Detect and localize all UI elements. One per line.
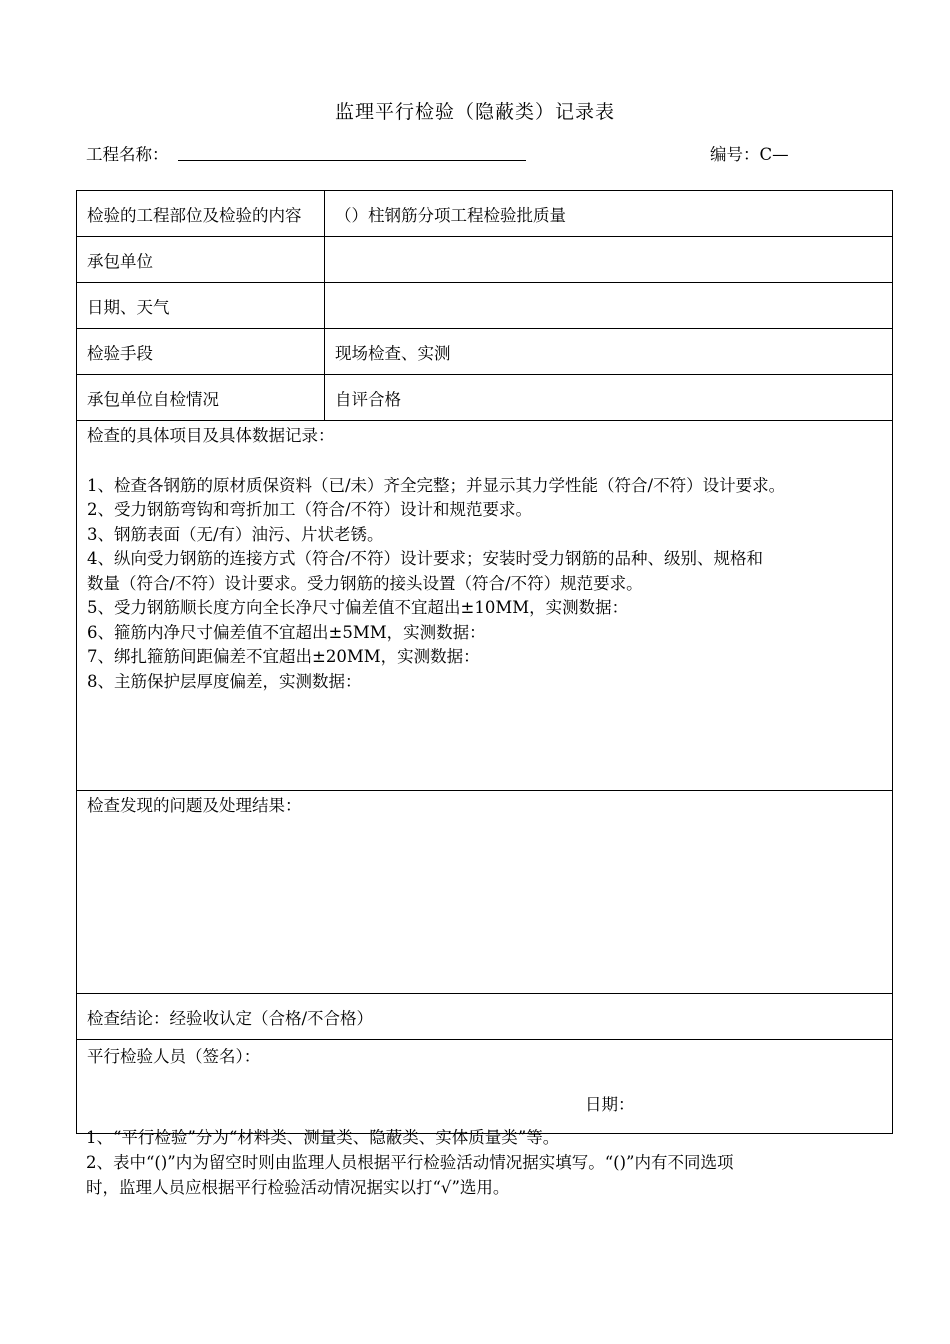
table-row <box>77 283 893 329</box>
footnote-item: 1、“平行检验”分为“材料类、测量类、隐蔽类、实体质量类”等。 <box>86 1128 560 1147</box>
form-number-label: 编号：C— <box>710 145 789 164</box>
table-row <box>77 1040 893 1134</box>
contractor-label: 承包单位 <box>77 237 325 283</box>
footnote-item: 时，监理人员应根据平行检验活动情况据实以打“√”选用。 <box>86 1178 510 1197</box>
self-check-label: 承包单位自检情况 <box>77 375 325 421</box>
table-row <box>77 791 893 994</box>
form-title: 监理平行检验（隐蔽类）记录表 <box>334 101 615 123</box>
date-weather-label: 日期、天气 <box>77 283 325 329</box>
detail-item: 6、箍筋内净尺寸偏差值不宜超出±5MM，实测数据： <box>87 622 486 642</box>
table-row <box>77 329 893 375</box>
detail-item: 4、纵向受力钢筋的连接方式（符合/不符）设计要求；安装时受力钢筋的品种、级别、规格和 <box>87 549 764 568</box>
details-heading: 检查的具体项目及具体数据记录： <box>87 426 335 445</box>
table-row <box>77 375 893 421</box>
table-row <box>77 191 893 237</box>
inspection-part-value[interactable]: （）柱钢筋分项工程检验批质量 <box>325 191 893 237</box>
table-row <box>77 994 893 1040</box>
signature-label: 平行检验人员（签名）： <box>87 1047 261 1066</box>
table-row <box>77 237 893 283</box>
date-weather-value[interactable] <box>325 283 893 329</box>
footnote-item: 2、表中“()”内为留空时则由监理人员根据平行检验活动情况据实填写。“()”内有不同选项 <box>86 1153 734 1172</box>
inspection-method-label: 检验手段 <box>77 329 325 375</box>
self-check-value[interactable]: 自评合格 <box>325 375 893 421</box>
project-name-label: 工程名称： <box>86 145 169 164</box>
project-name-field[interactable] <box>178 160 526 161</box>
details-section[interactable] <box>77 421 893 791</box>
detail-item: 8、主筋保护层厚度偏差，实测数据： <box>87 671 362 691</box>
contractor-value[interactable] <box>325 237 893 283</box>
signature-section[interactable] <box>77 1040 893 1134</box>
problems-section[interactable] <box>77 791 893 994</box>
detail-item: 5、受力钢筋顺长度方向全长净尺寸偏差值不宜超出±10MM，实测数据： <box>87 598 629 617</box>
detail-item: 数量（符合/不符）设计要求。受力钢筋的接头设置（符合/不符）规范要求。 <box>87 573 643 593</box>
footnotes <box>86 1125 876 1200</box>
problems-heading: 检查发现的问题及处理结果： <box>87 796 302 815</box>
conclusion-text[interactable]: 检查结论：经验收认定（合格/不合格） <box>77 994 893 1040</box>
detail-item: 1、检查各钢筋的原材质保资料（已/未）齐全完整；并显示其力学性能（符合/不符）设计要求。 <box>87 475 786 495</box>
detail-item: 7、绑扎箍筋间距偏差不宜超出±20MM，实测数据： <box>87 647 480 666</box>
inspection-part-label: 检验的工程部位及检验的内容 <box>77 191 325 237</box>
detail-item: 2、受力钢筋弯钩和弯折加工（符合/不符）设计和规范要求。 <box>87 500 533 519</box>
inspection-record-table <box>76 190 893 1134</box>
signature-date-label: 日期： <box>585 1095 635 1114</box>
inspection-method-value[interactable]: 现场检查、实测 <box>325 329 893 375</box>
table-row <box>77 421 893 791</box>
detail-item: 3、钢筋表面（无/有）油污、片状老锈。 <box>87 524 384 544</box>
